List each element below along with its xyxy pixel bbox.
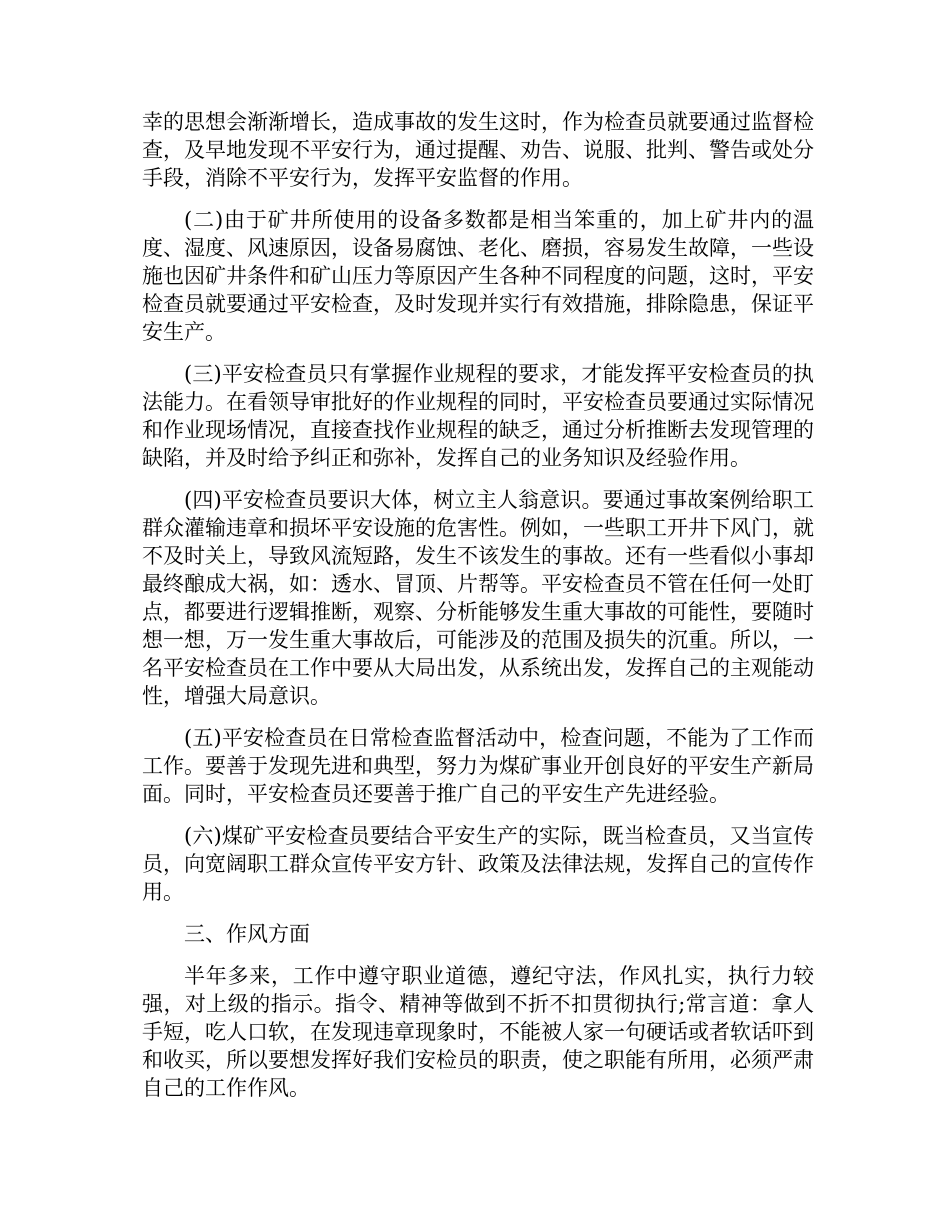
paragraph-style-body: 半年多来，工作中遵守职业道德，遵纪守法，作风扎实，执行力较强，对上级的指示。指令、精神等做到不折不扣贯彻执行;常言道：拿人手短，吃人口软，在发现违章现象时，不能被人家一句硬话或者软话吓到和收买，所以要想发挥好我们安检员的职责，使之职能有所用，必须严肃自己的工作作风。 bbox=[142, 964, 814, 1100]
paragraph-item-6: (六)煤矿平安检查员要结合平安生产的实际，既当检查员，又当宣传员，向宽阔职工群众宣传平安方针、政策及法律法规，发挥自己的宣传作用。 bbox=[142, 824, 814, 904]
section-heading-style: 三、作风方面 bbox=[184, 922, 310, 946]
paragraph-item-4: (四)平安检查员要识大体，树立主人翁意识。要通过事故案例给职工群众灌输违章和损坏平安设施的危害性。例如，一些职工开井下风门，就不及时关上，导致风流短路，发生不该发生的事故。还有一些看似小事却最终酿成大祸，如：透水、冒顶、片帮等。平安检查员不管在任何一处盯点，都要进行逻辑推断，观察、分析能够发生重大事故的可能性，要随时想一想，万一发生重大事故后，可能涉及的范围及损失的沉重。所以，一名平安检查员在工作中要从大局出发，从系统出发，发挥自己的主观能动性，增强大局意识。 bbox=[142, 488, 814, 708]
paragraph-item-5: (五)平安检查员在日常检查监督活动中，检查问题，不能为了工作而工作。要善于发现先进和典型，努力为煤矿事业开创良好的平安生产新局面。同时，平安检查员还要善于推广自己的平安生产先进经验。 bbox=[142, 726, 814, 806]
paragraph-item-2: (二)由于矿井所使用的设备多数都是相当笨重的，加上矿井内的温度、湿度、风速原因，设备易腐蚀、老化、磨损，容易发生故障，一些设施也因矿井条件和矿山压力等原因产生各种不同程度的问题，这时，平安检查员就要通过平安检查，及时发现并实行有效措施，排除隐患，保证平安生产。 bbox=[142, 208, 814, 344]
paragraph-continuation: 幸的思想会渐渐增长，造成事故的发生这时，作为检查员就要通过监督检查，及早地发现不平安行为，通过提醒、劝告、说服、批判、警告或处分手段，消除不平安行为，发挥平安监督的作用。 bbox=[142, 110, 814, 190]
paragraph-item-3: (三)平安检查员只有掌握作业规程的要求，才能发挥平安检查员的执法能力。在看领导审批好的作业规程的同时，平安检查员要通过实际情况和作业现场情况，直接查找作业规程的缺乏，通过分析推断去发现管理的缺陷，并及时给予纠正和弥补，发挥自己的业务知识及经验作用。 bbox=[142, 362, 814, 470]
document-page bbox=[142, 108, 814, 1116]
